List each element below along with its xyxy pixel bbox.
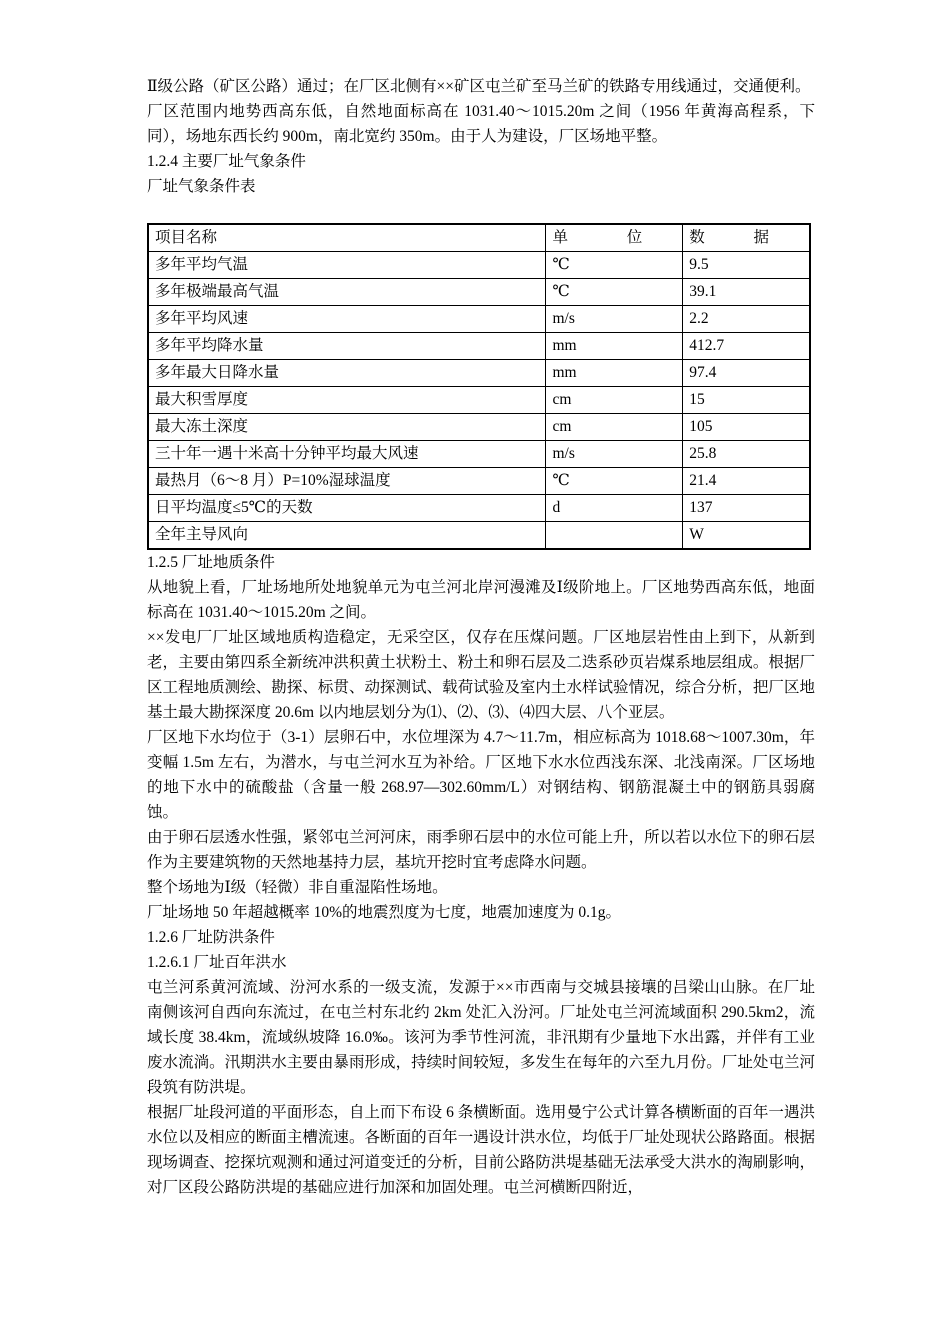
paragraph-gravel-layer: 由于卵石层透水性强，紧邻屯兰河河床，雨季卵石层中的水位可能上升，所以若以水位下的卵石层作为主要建筑物的天然地基持力层，基坑开挖时宜考虑降水问题。	[147, 829, 815, 871]
paragraph-groundwater: 厂区地下水均位于（3-1）层卵石中，水位埋深为 4.7～11.7m，相应标高为 1018.68～1007.30m，年变幅 1.5m 左右，为潜水，与屯兰河水互为补给。厂区地下水水位西浅东深、北浅南深。厂区场地的地下水中的硫酸盐（含量一般 268.97—302.60mm/L）对钢结构、钢筋混凝土中的钢筋具弱腐蚀。	[147, 729, 815, 821]
table-row: 多年平均气温 ℃ 9.5	[148, 252, 810, 279]
paragraph-transport: Ⅱ级公路（矿区公路）通过；在厂区北侧有××矿区屯兰矿至马兰矿的铁路专用线通过，交通便利。	[147, 78, 811, 95]
header-unit: 单 位	[546, 224, 683, 252]
table-row: 全年主导风向 W	[148, 522, 810, 550]
table-row: 多年平均降水量 mm 412.7	[148, 333, 810, 360]
table-row: 最大冻土深度 cm 105	[148, 414, 810, 441]
table-header-row	[148, 224, 810, 252]
paragraph-terrain: 厂区范围内地势西高东低，自然地面标高在 1031.40～1015.20m 之间（1956 年黄海高程系，下同），场地东西长约 900m，南北宽约 350m。由于人为建设，厂区场地平整。	[147, 103, 815, 145]
section-heading-1-2-6-1: 1.2.6.1 厂址百年洪水	[147, 954, 287, 971]
table-row: 多年平均风速 m/s 2.2	[148, 306, 810, 333]
section-heading-1-2-5: 1.2.5 厂址地质条件	[147, 554, 275, 571]
section-heading-1-2-4: 1.2.4 主要厂址气象条件	[147, 153, 306, 170]
table-row: 最大积雪厚度 cm 15	[148, 387, 810, 414]
table-row: 多年最大日降水量 mm 97.4	[148, 360, 810, 387]
table-row: 多年极端最高气温 ℃ 39.1	[148, 279, 810, 306]
paragraph-strata: ××发电厂厂址区域地质构造稳定，无采空区，仅存在压煤问题。厂区地层岩性由上到下，从新到老，主要由第四系全新统冲洪积黄土状粉土、粉土和卵石层及二迭系砂页岩煤系地层组成。根据厂区工程地质测绘、勘探、标贯、动探测试、载荷试验及室内土水样试验情况，综合分析，把厂区地基土最大勘探深度 20.6m 以内地层划分为⑴、⑵、⑶、⑷四大层、八个亚层。	[147, 629, 815, 721]
paragraph-seismic: 厂址场地 50 年超越概率 10%的地震烈度为七度，地震加速度为 0.1g。	[147, 904, 622, 921]
document-page	[147, 74, 815, 1200]
table-row: 最热月（6～8 月）P=10%湿球温度 ℃ 21.4	[148, 468, 810, 495]
header-value: 数 据	[683, 224, 810, 252]
section-heading-1-2-6: 1.2.6 厂址防洪条件	[147, 929, 275, 946]
weather-conditions-table	[147, 223, 811, 550]
table-row: 日平均温度≤5℃的天数 d 137	[148, 495, 810, 522]
paragraph-river: 屯兰河系黄河流域、汾河水系的一级支流，发源于××市西南与交城县接壤的吕梁山山脉。在厂址南侧该河自西向东流过，在屯兰村东北约 2km 处汇入汾河。厂址处屯兰河流域面积 290.5km2，流域长度 38.4km，流域纵坡降 16.0‰。该河为季节性河流，非汛期有少量地下水出露，并伴有工业废水流淌。汛期洪水主要由暴雨形成，持续时间较短，多发生在每年的六至九月份。厂址处屯兰河段筑有防洪堤。	[147, 979, 815, 1096]
paragraph-flood-calc: 根据厂址段河道的平面形态，自上而下布设 6 条横断面。选用曼宁公式计算各横断面的百年一遇洪水位以及相应的断面主槽流速。各断面的百年一遇设计洪水位，均低于厂址处现状公路路面。根据现场调查、挖探坑观测和通过河道变迁的分析，目前公路防洪堤基础无法承受大洪水的淘刷影响，对厂区段公路防洪堤的基础应进行加深和加固处理。屯兰河横断四附近，	[147, 1104, 815, 1196]
paragraph-collapsible: 整个场地为Ⅰ级（轻微）非自重湿陷性场地。	[147, 879, 448, 896]
table-row: 三十年一遇十米高十分钟平均最大风速 m/s 25.8	[148, 441, 810, 468]
paragraph-landform: 从地貌上看，厂址场地所处地貌单元为屯兰河北岸河漫滩及Ⅰ级阶地上。厂区地势西高东低，地面标高在 1031.40～1015.20m 之间。	[147, 579, 815, 621]
header-name: 项目名称	[148, 224, 546, 252]
table-caption: 厂址气象条件表	[147, 178, 256, 195]
